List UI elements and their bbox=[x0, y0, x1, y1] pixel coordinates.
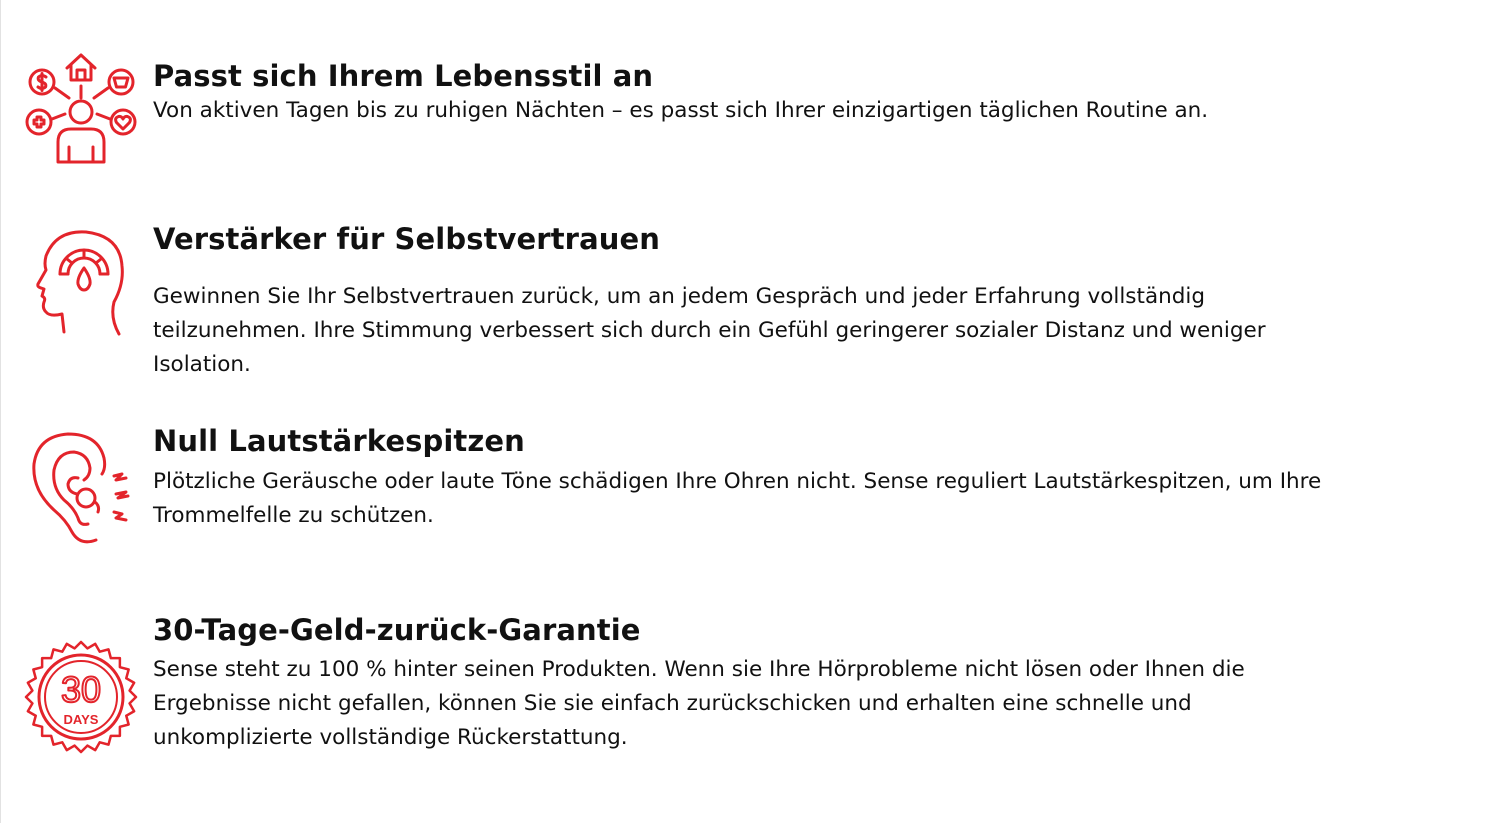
ear-noise-icon bbox=[22, 428, 140, 546]
feature-title: Null Lautstärkespitzen bbox=[153, 424, 525, 458]
confidence-head-icon bbox=[22, 222, 140, 340]
lifestyle-icon bbox=[22, 50, 140, 168]
feature-description: Sense steht zu 100 % hinter seinen Produkten. Wenn sie Ihre Hörprobleme nicht lösen oder Ihnen die Ergebnisse nicht gefallen, können Sie sie einfach zurückschicken und erhalten eine schnelle und unkomplizierte vollständige Rückerstattung. bbox=[153, 657, 1245, 750]
feature-title: Verstärker für Selbstvertrauen bbox=[153, 222, 661, 256]
30-days-badge-icon bbox=[22, 638, 140, 756]
feature-title: 30-Tage-Geld-zurück-Garantie bbox=[153, 613, 641, 647]
feature-description: Von aktiven Tagen bis zu ruhigen Nächten – es passt sich Ihrer einzigartigen täglichen Routine an. bbox=[153, 98, 1209, 123]
badge-number: 30 bbox=[60, 669, 102, 710]
feature-description: Gewinnen Sie Ihr Selbstvertrauen zurück, um an jedem Gespräch und jeder Erfahrung vollständig teilzunehmen. Ihre Stimmung verbessert sich durch ein Gefühl geringerer sozialer Distanz und weniger Isolation. bbox=[153, 284, 1266, 377]
feature-title: Passt sich Ihrem Lebensstil an bbox=[153, 59, 654, 93]
left-border bbox=[0, 0, 1, 823]
feature-description: Plötzliche Geräusche oder laute Töne schädigen Ihre Ohren nicht. Sense reguliert Lautstärkespitzen, um Ihre Trommelfelle zu schützen. bbox=[153, 469, 1322, 528]
badge-label: DAYS bbox=[63, 712, 99, 727]
